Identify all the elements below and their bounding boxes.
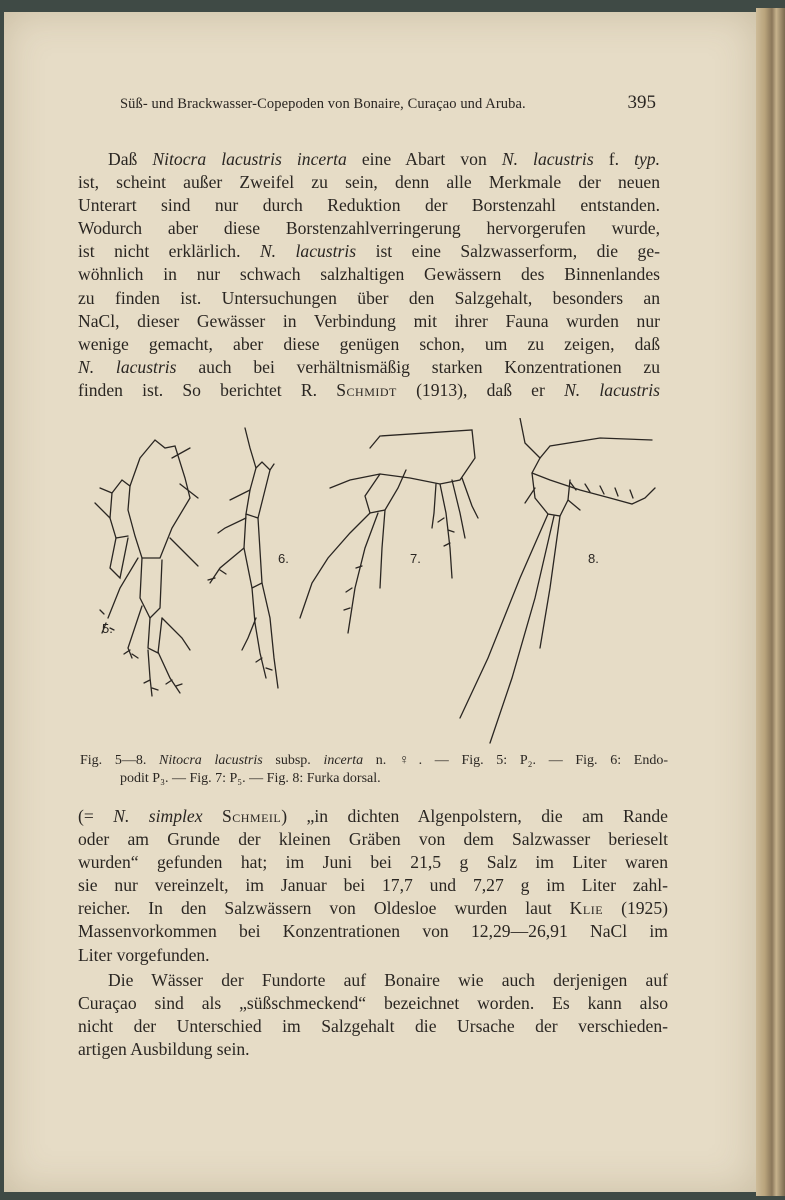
text-line bbox=[78, 828, 668, 851]
text-line bbox=[78, 171, 660, 194]
fig-5-drawing bbox=[95, 440, 198, 696]
text-run: (1913), daß er bbox=[396, 379, 565, 400]
paragraph-2 bbox=[78, 805, 668, 967]
text-run: Unterart sind nur durch Reduktion der Borstenzahl entstanden. bbox=[78, 195, 660, 216]
text-line bbox=[78, 310, 660, 333]
text-line bbox=[78, 969, 668, 992]
text-run: N. lacustris bbox=[78, 356, 177, 377]
text-run: Die Wässer der Fundorte auf Bonaire wie auch derjenigen auf bbox=[108, 970, 668, 990]
text-run: artigen Ausbildung sein. bbox=[78, 1039, 250, 1060]
text-run: incerta bbox=[323, 753, 364, 768]
page-number: 395 bbox=[627, 92, 656, 113]
text-line bbox=[78, 851, 668, 874]
text-run bbox=[203, 806, 222, 826]
text-run: Fig. 5—8. bbox=[80, 753, 160, 768]
paragraph-3 bbox=[78, 969, 668, 1061]
text-run: Curaçao sind als „süßschmeckend“ bezeichnet worden. Es kann also bbox=[78, 993, 668, 1014]
text-line bbox=[78, 333, 660, 356]
page-edge bbox=[756, 8, 785, 1196]
text-line bbox=[78, 1038, 668, 1061]
text-line bbox=[78, 944, 668, 967]
text-run: Nitocra lacustris bbox=[159, 753, 263, 768]
text-line bbox=[78, 263, 660, 286]
caption-line-2 bbox=[80, 770, 668, 788]
text-run: typ. bbox=[634, 149, 660, 169]
fig-6-label: 6. bbox=[278, 551, 289, 566]
text-run: N. lacustris bbox=[501, 149, 594, 169]
text-line bbox=[78, 356, 660, 379]
text-run: subsp. bbox=[262, 753, 324, 768]
text-line bbox=[78, 1015, 668, 1038]
text-run: ist nicht erklärlich. bbox=[78, 241, 260, 262]
text-run: NaCl, dieser Gewässer in Verbindung mit ihrer Fauna wurden nur bbox=[78, 310, 660, 331]
fig-8-label: 8. bbox=[588, 551, 599, 566]
fig-5-label: 5. bbox=[102, 621, 113, 636]
text-line bbox=[78, 992, 668, 1015]
fig-6-drawing bbox=[208, 428, 278, 688]
text-line bbox=[78, 148, 660, 171]
fig-7-drawing bbox=[300, 430, 478, 633]
text-run: Wodurch aber diese Borstenzahlverringerung hervorgerufen wurde, bbox=[78, 218, 660, 239]
figure-5-8 bbox=[80, 418, 670, 748]
paragraph-1 bbox=[78, 148, 660, 402]
text-run: sie nur vereinzelt, im Januar bei 17,7 und 7,27 g im Liter zahl- bbox=[78, 875, 668, 896]
text-run: finden ist. So berichtet R. bbox=[78, 379, 337, 400]
text-line bbox=[78, 240, 660, 263]
text-run: (1925) bbox=[603, 898, 668, 919]
text-line bbox=[78, 217, 660, 240]
text-run: wöhnlich in nur schwach salzhaltigen Gewässern des Binnenlandes bbox=[78, 264, 660, 285]
text-run: Nitocra lacustris incerta bbox=[152, 149, 347, 169]
text-run: oder am Grunde der kleinen Gräben von dem Salzwasser berieselt bbox=[78, 829, 668, 850]
text-run: ist eine Salzwasserform, die ge- bbox=[356, 241, 660, 262]
text-line bbox=[78, 920, 668, 943]
text-run: n. ♀. — Fig. 5: P₂. — Fig. 6: Endo- bbox=[363, 753, 668, 768]
text-run: N. lacustris bbox=[564, 379, 661, 400]
copepod-drawing bbox=[80, 418, 670, 748]
caption-line-1 bbox=[80, 752, 668, 770]
fig-7-label: 7. bbox=[410, 551, 421, 566]
text-run: zu finden ist. Untersuchungen über den Salzgehalt, besonders an bbox=[78, 287, 660, 308]
text-run: reicher. In den Salzwässern von Oldesloe wurden laut bbox=[78, 898, 570, 919]
text-line bbox=[78, 379, 660, 402]
text-run: wenige gemacht, aber diese genügen schon, um zu zeigen, daß bbox=[78, 333, 660, 354]
text-run: f. bbox=[593, 149, 635, 169]
text-run: eine Abart von bbox=[346, 149, 502, 169]
text-line bbox=[78, 194, 660, 217]
text-run: nicht der Unterschied im Salzgehalt die Ursache der verschieden- bbox=[78, 1016, 668, 1037]
text-run: Massenvorkommen bei Konzentrationen von 12,29—26,91 NaCl im bbox=[78, 921, 668, 942]
running-title: Süß- und Brackwasser-Copepoden von Bonaire, Curaçao und Aruba. bbox=[120, 96, 526, 112]
text-run: Schmeil bbox=[221, 806, 282, 826]
text-run: Schmidt bbox=[336, 379, 397, 400]
text-run: N. simplex bbox=[113, 806, 203, 826]
text-run: Klie bbox=[569, 898, 604, 919]
text-run: wurden“ gefunden hat; im Juni bei 21,5 g Salz im Liter waren bbox=[78, 852, 668, 873]
figure-caption bbox=[80, 752, 668, 788]
text-run: N. lacustris bbox=[259, 241, 357, 262]
text-run: Daß bbox=[108, 149, 153, 169]
text-run: ist, scheint außer Zweifel zu sein, denn alle Merkmale der neuen bbox=[78, 172, 660, 193]
text-run: auch bei verhältnismäßig starken Konzentrationen zu bbox=[176, 356, 661, 377]
running-header bbox=[120, 92, 660, 116]
text-line bbox=[78, 805, 668, 828]
fig-8-drawing bbox=[460, 418, 655, 743]
text-run: Liter vorgefunden. bbox=[78, 944, 210, 965]
text-line bbox=[78, 287, 660, 310]
text-line bbox=[78, 897, 668, 920]
text-run: podit P₃. — Fig. 7: P₅. — Fig. 8: Furka dorsal. bbox=[120, 771, 381, 786]
text-run: (= bbox=[78, 806, 114, 826]
text-run: ) „in dichten Algenpolstern, die am Rande bbox=[281, 806, 668, 826]
text-line bbox=[78, 874, 668, 897]
